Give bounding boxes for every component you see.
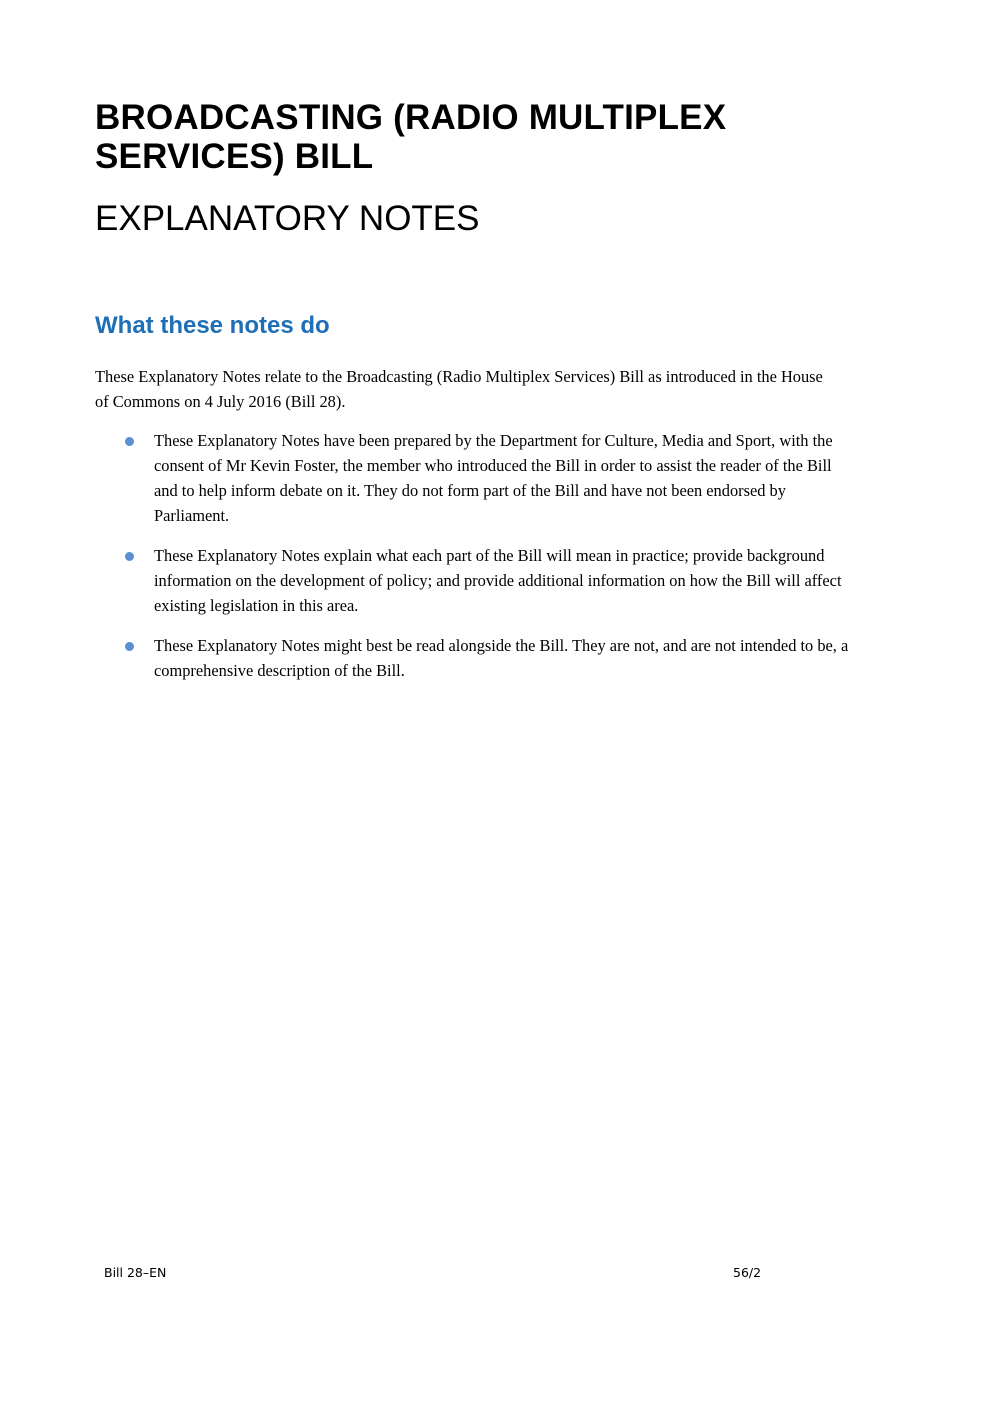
footer-session-reference: 56/2 (733, 1265, 762, 1280)
list-item (0, 543, 991, 618)
list-item (0, 633, 991, 683)
list-item (0, 428, 991, 528)
intro-paragraph: These Explanatory Notes relate to the Broadcasting (Radio Multiplex Services) Bill as introduced in the House of Commons on 4 July 2016 (Bill 28). (95, 367, 823, 411)
bullet-icon (125, 437, 134, 446)
bullet-text: These Explanatory Notes might best be read alongside the Bill. They are not, and are not intended to be, a comprehensive description of the Bill. (154, 636, 849, 680)
bullet-icon (125, 642, 134, 651)
section-heading: What these notes do (95, 312, 330, 339)
bullet-text: These Explanatory Notes explain what each part of the Bill will mean in practice; provide background information on the development of policy; and provide additional information on how the Bill will affect existing legislation in this area. (154, 546, 842, 615)
bullet-text: These Explanatory Notes have been prepared by the Department for Culture, Media and Sport, with the consent of Mr Kevin Foster, the member who introduced the Bill in order to assist the reader of the Bill and to help inform debate on it. They do not form part of the Bill and have not been endorsed by Parliament. (154, 431, 833, 525)
bullet-icon (125, 552, 134, 561)
bill-title: BROADCASTING (RADIO MULTIPLEX SERVICES) BILL (95, 98, 727, 176)
footer-bill-reference: Bill 28–EN (104, 1265, 167, 1280)
bullet-list (0, 428, 991, 698)
document-subtitle: EXPLANATORY NOTES (95, 199, 480, 238)
